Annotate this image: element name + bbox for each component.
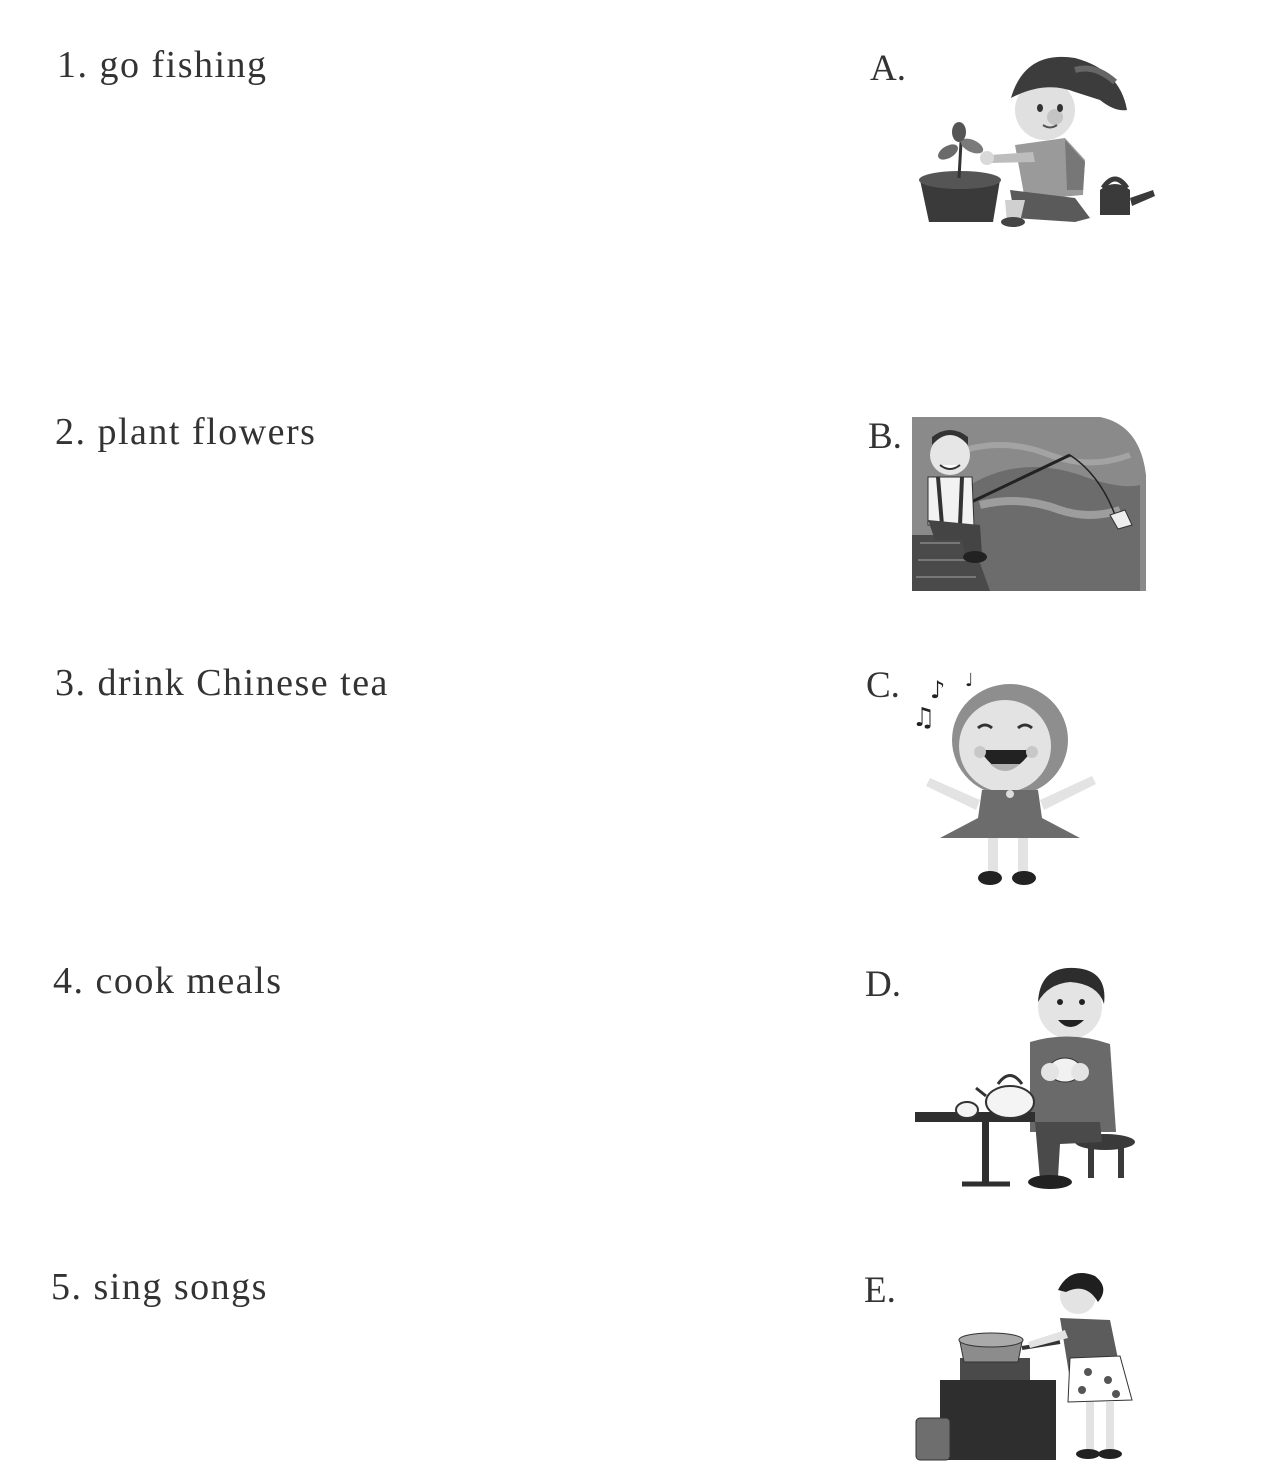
phrase-1-text: go fishing <box>99 44 268 86</box>
boy-planting-flowers-icon <box>915 50 1160 230</box>
option-letter-c: C. <box>866 665 900 706</box>
man-fishing-icon <box>910 415 1150 593</box>
phrase-3-text: drink Chinese tea <box>97 662 389 704</box>
phrase-5-text: sing songs <box>93 1266 268 1308</box>
svg-text:♩: ♩ <box>965 670 974 691</box>
option-letter-a: A. <box>870 48 906 89</box>
phrase-1-number: 1. <box>57 44 89 86</box>
phrase-3-number: 3. <box>55 662 87 704</box>
option-letter-b: B. <box>868 416 902 457</box>
phrase-2-number: 2. <box>55 411 87 453</box>
phrase-4 <box>53 962 283 1000</box>
girl-singing-icon <box>910 668 1110 890</box>
svg-text:♫: ♫ <box>912 703 936 733</box>
phrase-2-text: plant flowers <box>97 411 317 453</box>
phrase-5-number: 5. <box>51 1266 83 1308</box>
phrase-5 <box>51 1268 268 1306</box>
phrase-4-text: cook meals <box>95 960 283 1002</box>
svg-text:♪: ♪ <box>930 676 946 704</box>
phrase-3 <box>55 664 389 702</box>
phrase-1 <box>57 46 268 84</box>
woman-cooking-icon <box>910 1268 1150 1468</box>
option-letter-d: D. <box>865 964 901 1005</box>
phrase-2 <box>55 413 316 451</box>
option-letter-e: E. <box>864 1270 896 1311</box>
phrase-4-number: 4. <box>53 960 85 1002</box>
man-drinking-tea-icon <box>910 962 1135 1194</box>
